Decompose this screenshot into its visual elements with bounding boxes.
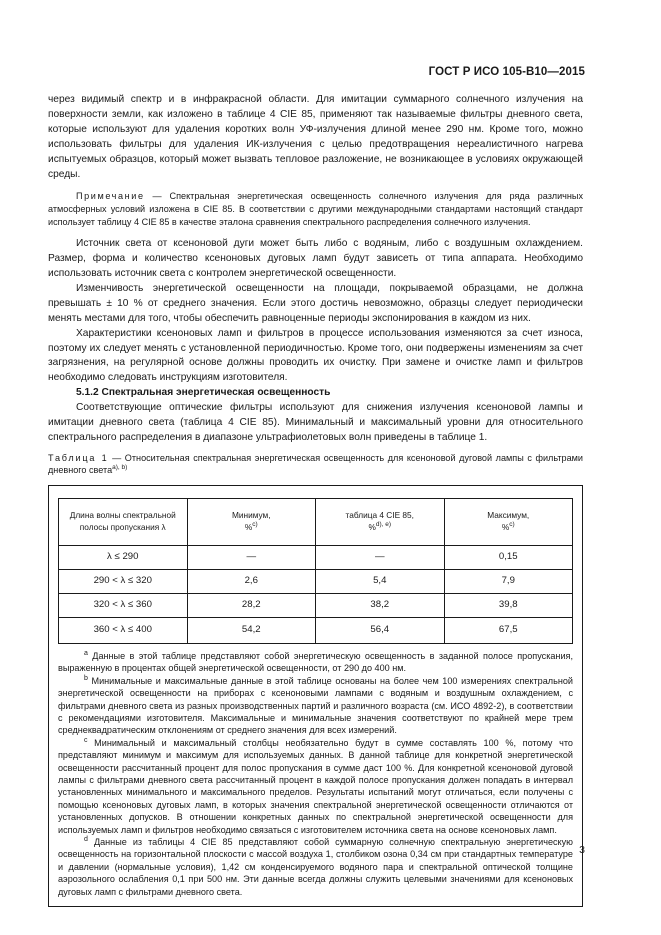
table-cell: 290 < λ ≤ 320 bbox=[59, 569, 188, 593]
footnote-text: Данные из таблицы 4 CIE 85 представляют собой суммарную солнечную спектральную энергетическую освещенность на горизонтальной плоскости с массой воздуха 1, столбиком озона 0,34 см при стандартных температуре и давлении (нормальные условия), 1,42 см конденсируемого водяного пара и спектральной оптической толщине аэрозольного ослабления 0,1 при 500 нм. Эти данные всегда должны служить целевыми значениями для ксеноновых дуговых ламп с фильтрами дневного света. bbox=[58, 837, 573, 897]
table-row bbox=[59, 617, 573, 643]
spectral-irradiance-table bbox=[58, 498, 573, 644]
table-footnote bbox=[58, 836, 573, 898]
paragraph: Источник света от ксеноновой дуги может быть либо с водяным, либо с воздушным охлаждением. Размер, форма и количество ксеноновых дуговых ламп будут зависеть от типа аппарата. Необходимо использовать источник света с контролем энергетической освещенности. bbox=[48, 238, 583, 280]
table-cell: λ ≤ 290 bbox=[59, 545, 188, 569]
table-caption bbox=[48, 452, 583, 476]
table-footnote bbox=[58, 737, 573, 836]
table-cell: 39,8 bbox=[444, 593, 573, 617]
header-cell-minimum: Минимум, %$^{c)}$ bbox=[187, 498, 316, 545]
paragraph: Соответствующие оптические фильтры используют для снижения излучения ксеноновой лампы и имитации дневного света (таблица 4 CIE 85). Минимальный и максимальный уровни для относительного спектрального распределения в диапазоне ультрафиолетовых волн приведены в таблице 1. bbox=[48, 402, 583, 443]
header-cell-cie85: таблица 4 CIE 85, %$^{d), e)}$ bbox=[316, 498, 445, 545]
section-heading: 5.1.2 Спектральная энергетическая освещенность bbox=[76, 387, 331, 399]
page-content bbox=[48, 93, 583, 907]
table-footnote bbox=[58, 650, 573, 675]
table-caption-text: — Относительная спектральная энергетическая освещенность для ксеноновой дуговой лампы с фильтрами дневного света bbox=[48, 452, 583, 475]
table-cell: 7,9 bbox=[444, 569, 573, 593]
table-row bbox=[59, 569, 573, 593]
header-cell-maximum: Максимум, %$^{c)}$ bbox=[444, 498, 573, 545]
table-cell: 2,6 bbox=[187, 569, 316, 593]
paragraph: Характеристики ксеноновых ламп и фильтров в процессе использования изменяются за счет износа, поэтому их следует менять с установленной периодичностью. Кроме того, они подвержены изменениям за счет загрязнения, на регулярной основе должны проводить их очистку. При замене и очистке ламп и фильтров необходимо следовать инструкциям изготовителя. bbox=[48, 327, 583, 384]
table-cell: 320 < λ ≤ 360 bbox=[59, 593, 188, 617]
table-cell: — bbox=[316, 545, 445, 569]
table-footnotes bbox=[58, 644, 573, 906]
table-cell: 56,4 bbox=[316, 617, 445, 643]
table-cell: 67,5 bbox=[444, 617, 573, 643]
footnote-letter: b bbox=[84, 674, 88, 682]
note-text: — Спектральная энергетическая освещенность солнечного излучения для ряда различных атмосферных условий изложена в CIE 85. В соответствии с другими международными стандартами настоящий стандарт использует таблицу 4 CIE 85 в качестве эталона сравнения спектрального распределения солнечного излучения. bbox=[48, 191, 583, 227]
footnote-text: Данные в этой таблице представляют собой энергетическую освещенность в заданной полосе пропускания, выраженную в процентах общей энергетической освещенности, от 290 до 400 нм. bbox=[58, 650, 573, 674]
table-header-row bbox=[59, 498, 573, 545]
paragraph: Изменчивость энергетической освещенности на площади, покрываемой образцами, не должна превышать ± 10 % от среднего значения. Если этого достичь невозможно, образцы следует периодически менять местами для того, чтобы обеспечить равноценные периоды экспонирования в каждом из них. bbox=[48, 282, 583, 324]
table-cell: 28,2 bbox=[187, 593, 316, 617]
table-row bbox=[59, 545, 573, 569]
footnote-letter: d bbox=[84, 835, 88, 843]
footnote-letter: c bbox=[84, 736, 88, 744]
footnote-text: Минимальные и максимальные данные в этой таблице основаны на более чем 100 измерениях спектральной энергетической освещенности на приборах с ксеноновыми лампами с водяным и воздушным охлаждением, с фильтрами дневного света из разных производственных партий и различного возраста (см. ИСО 4892-2), в соответствии с рекомендациями изготовителя. Максимальные и минимальные значения соответствуют по крайней мере трем среднеквадратическим отклонениям от среднего значения для всех измерений. bbox=[58, 675, 573, 736]
table-cell: 5,4 bbox=[316, 569, 445, 593]
table-footnote bbox=[58, 675, 573, 737]
header-cell-wavelength: Длина волны спектральной полосы пропускания λ bbox=[59, 498, 188, 545]
table-cell: 38,2 bbox=[316, 593, 445, 617]
page-number: 3 bbox=[579, 844, 585, 856]
table-row bbox=[59, 593, 573, 617]
table-frame bbox=[48, 485, 583, 907]
table-cell: 360 < λ ≤ 400 bbox=[59, 617, 188, 643]
table-cell: 54,2 bbox=[187, 617, 316, 643]
footnote-text: Минимальный и максимальный столбцы необязательно будут в сумме составлять 100 %, потому что представляют минимум и максимум для используемых данных. В данной таблице для конкретной энергетической освещенности рассчитанный процент для полос пропускания в сумме даст 100 %. Для конкретной ксеноновой дуговой лампы с фильтрами дневного света рассчитанный процент в каждой полосе пропускания должен попадать в интервал установленных минимального и максимального пределов. Результаты испытаний могут отличаться, если получены с помощью ксеноновых дуговых ламп, в которых значения спектральной энергетической освещенности отличаются от установленных допусков. В отношении конкретных данных по спектральной энергетической освещенности для используемых ламп и фильтров необходимо связаться с изготовителем источника света на основе ксеноновых ламп. bbox=[58, 737, 573, 835]
note bbox=[48, 190, 583, 228]
table-cell: — bbox=[187, 545, 316, 569]
table-caption-label: Таблица 1 bbox=[48, 452, 109, 463]
paragraph: через видимый спектр и в инфракрасной области. Для имитации суммарного солнечного излучения на поверхности земли, как изложено в таблице 4 CIE 85, применяют так называемые фильтры дневного света, которые используют для удаления коротких волн УФ-излучения длиной менее 290 нм. Кроме того, можно использовать фильтры для удаления ИК-излучения с целью предотвращения нереалистичного нагрева испытуемых образцов, который может вызвать тепловое разложение, не возникающее в условиях окружающей среды. bbox=[48, 94, 583, 180]
document-code-header: ГОСТ Р ИСО 105-B10—2015 bbox=[428, 66, 585, 78]
table-caption-footnote-ref: a), b) bbox=[112, 463, 128, 471]
note-label: Примечание bbox=[76, 191, 145, 202]
footnote-letter: a bbox=[84, 649, 88, 657]
table-cell: 0,15 bbox=[444, 545, 573, 569]
